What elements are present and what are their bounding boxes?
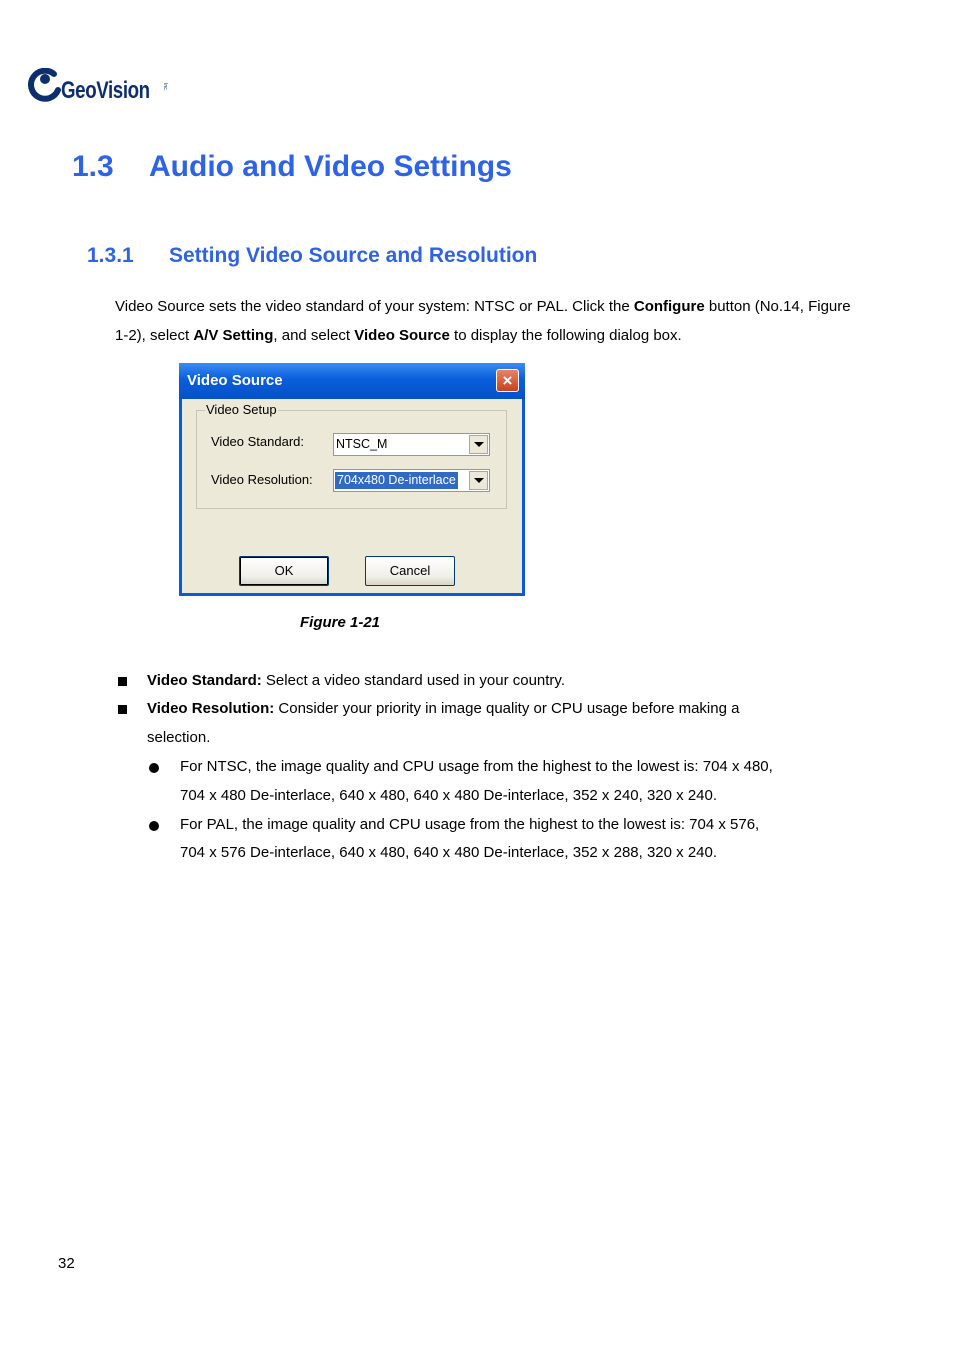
chevron-down-icon[interactable] xyxy=(469,435,488,454)
dialog-close-button[interactable] xyxy=(496,369,519,392)
intro-paragraph xyxy=(115,292,855,350)
intro-bold-av-setting: A/V Setting xyxy=(193,327,274,344)
section-title: Audio and Video Settings xyxy=(149,150,512,183)
close-icon: × xyxy=(502,371,513,390)
video-resolution-select[interactable] xyxy=(333,469,490,492)
subsection-title: Setting Video Source and Resolution xyxy=(169,244,538,267)
bullet-term: Video Resolution: xyxy=(147,700,275,717)
section-heading xyxy=(72,150,512,184)
cancel-button[interactable]: Cancel xyxy=(365,556,455,586)
bullet-term: Video Standard: xyxy=(147,672,262,689)
ntsc-line-1: For NTSC, the image quality and CPU usage from the highest to the lowest is: 704 x 480, xyxy=(180,758,773,775)
bullet-text: Consider your priority in image quality or CPU usage before making a xyxy=(274,700,740,717)
chevron-down-icon[interactable] xyxy=(469,471,488,490)
video-resolution-label: Video Resolution: xyxy=(211,472,313,487)
square-bullet-icon xyxy=(118,705,127,714)
subsection-number: 1.3.1 xyxy=(87,244,134,267)
video-resolution-value: 704x480 De-interlace xyxy=(337,473,456,487)
intro-bold-configure: Configure xyxy=(633,298,705,315)
dialog-title: Video Source xyxy=(187,372,283,389)
dialog-titlebar xyxy=(179,363,525,399)
dialog-body xyxy=(182,399,522,593)
logo-wordmark: GeoVision xyxy=(61,77,150,104)
intro-bold-video-source: Video Source xyxy=(354,327,450,344)
pal-line-1: For PAL, the image quality and CPU usage from the highest to the lowest is: 704 x 576, xyxy=(180,816,760,833)
intro-text-1: Video Source sets the video standard of your system: NTSC or PAL. Click the xyxy=(115,298,634,315)
bullet-video-resolution xyxy=(147,700,739,717)
bullet-text-continued: selection. xyxy=(147,729,211,746)
round-bullet-icon xyxy=(149,821,159,831)
video-setup-group xyxy=(196,402,507,509)
round-bullet-icon xyxy=(149,763,159,773)
ok-button[interactable]: OK xyxy=(239,556,329,586)
subsection-heading xyxy=(87,244,537,268)
logo-suffix: Inc. xyxy=(162,83,168,92)
page-number: 32 xyxy=(58,1255,75,1272)
bullet-video-standard xyxy=(147,672,565,689)
video-standard-select[interactable] xyxy=(333,433,490,456)
geovision-logo-icon xyxy=(28,68,62,102)
pal-line-2: 704 x 576 De-interlace, 640 x 480, 640 x 480 De-interlace, 352 x 288, 320 x 240. xyxy=(180,844,718,861)
group-label: Video Setup xyxy=(206,402,277,417)
video-standard-value: NTSC_M xyxy=(336,437,388,451)
figure-caption: Figure 1-21 xyxy=(300,614,381,631)
video-source-dialog xyxy=(179,363,525,596)
video-standard-label: Video Standard: xyxy=(211,434,304,449)
intro-text-2: button (No.14, Figure 1-2), select xyxy=(115,298,851,344)
bullet-text: Select a video standard used in your country. xyxy=(261,672,565,689)
ntsc-line-2: 704 x 480 De-interlace, 640 x 480, 640 x 480 De-interlace, 352 x 240, 320 x 240. xyxy=(180,787,718,804)
intro-text-4: to display the following dialog box. xyxy=(449,327,682,344)
square-bullet-icon xyxy=(118,677,127,686)
intro-text-3: , and select xyxy=(273,327,355,344)
section-number: 1.3 xyxy=(72,150,114,183)
